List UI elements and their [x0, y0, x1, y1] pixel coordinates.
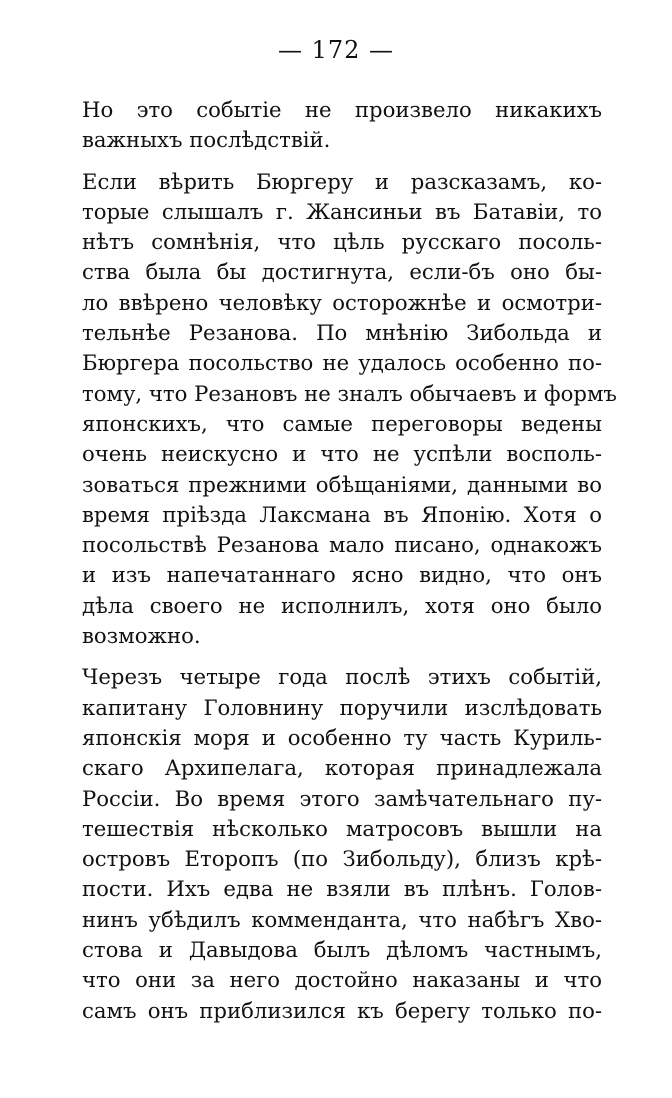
text-line: нинъ убѣдилъ коммендантa, что набѣгъ Хво-: [82, 906, 602, 932]
text-line: зоваться прежними обѣщаніями, данными во: [82, 471, 602, 497]
paragraph-2: [82, 167, 617, 652]
text-line: островъ Еторопъ (по Зибольду), близъ крѣ-: [82, 846, 602, 872]
text-line: стова и Давыдова былъ дѣломъ частнымъ,: [82, 937, 602, 963]
text-line: важныхъ послѣдствій.: [82, 127, 331, 153]
text-line: Черезъ четыре года послѣ этихъ событій,: [82, 664, 602, 690]
text-line: тому, что Резановъ не зналъ обычаевъ и формъ: [82, 380, 617, 406]
text-line: японскія моря и особенно ту часть Куриль-: [82, 724, 602, 750]
text-line: и изъ напечатаннаго ясно видно, что онъ: [82, 562, 602, 588]
paragraph-gap: [82, 156, 602, 167]
body-text: [82, 95, 617, 1026]
text-line: Бюргера посольство не удалось особенно по-: [82, 350, 602, 376]
text-line: очень неискусно и что не успѣли восполь-: [82, 441, 602, 467]
text-line: Россіи. Во время этого замѣчательнаго пу-: [82, 785, 602, 811]
text-line: самъ онъ приблизился къ берегу только по-: [82, 997, 602, 1023]
text-line: ло ввѣрено человѣку осторожнѣе и осмотри-: [82, 289, 602, 315]
text-line: Но это событіе не произвело никакихъ: [82, 97, 602, 122]
paragraph-1: [82, 95, 602, 156]
text-line: Если вѣрить Бюргеру и разсказамъ, ко-: [82, 168, 602, 194]
paragraph-gap: [82, 651, 602, 662]
text-line: пости. Ихъ едва не взяли въ плѣнъ. Голов-: [82, 876, 602, 902]
text-line: ства была бы достигнута, если-бъ оно бы-: [82, 259, 602, 285]
text-line: дѣла своего не исполнилъ, хотя оно было: [82, 592, 602, 618]
text-line: тельнѣе Резанова. По мнѣнію Зибольда и: [82, 320, 602, 346]
text-line: тешествія нѣсколько матросовъ вышли на: [82, 815, 602, 841]
text-line: возможно.: [82, 623, 201, 649]
text-line: торые слышалъ г. Жансиньи въ Батавіи, то: [82, 198, 602, 224]
text-line: посольствѣ Резанова мало писано, однакожъ: [82, 532, 602, 558]
text-line: время пріѣзда Лаксмана въ Японію. Хотя о: [82, 501, 602, 527]
page-number: — 172 —: [277, 36, 395, 64]
text-line: скаго Архипелага, которая принадлежала: [82, 755, 602, 781]
text-line: что они за него достойно наказаны и что: [82, 967, 602, 993]
text-line: капитану Головнину поручили изслѣдовать: [82, 694, 602, 720]
text-line: японскихъ, что самые переговоры ведены: [82, 410, 602, 436]
text-line: нѣтъ сомнѣнія, что цѣль русскаго посоль-: [82, 229, 602, 255]
paragraph-3: [82, 662, 602, 1026]
